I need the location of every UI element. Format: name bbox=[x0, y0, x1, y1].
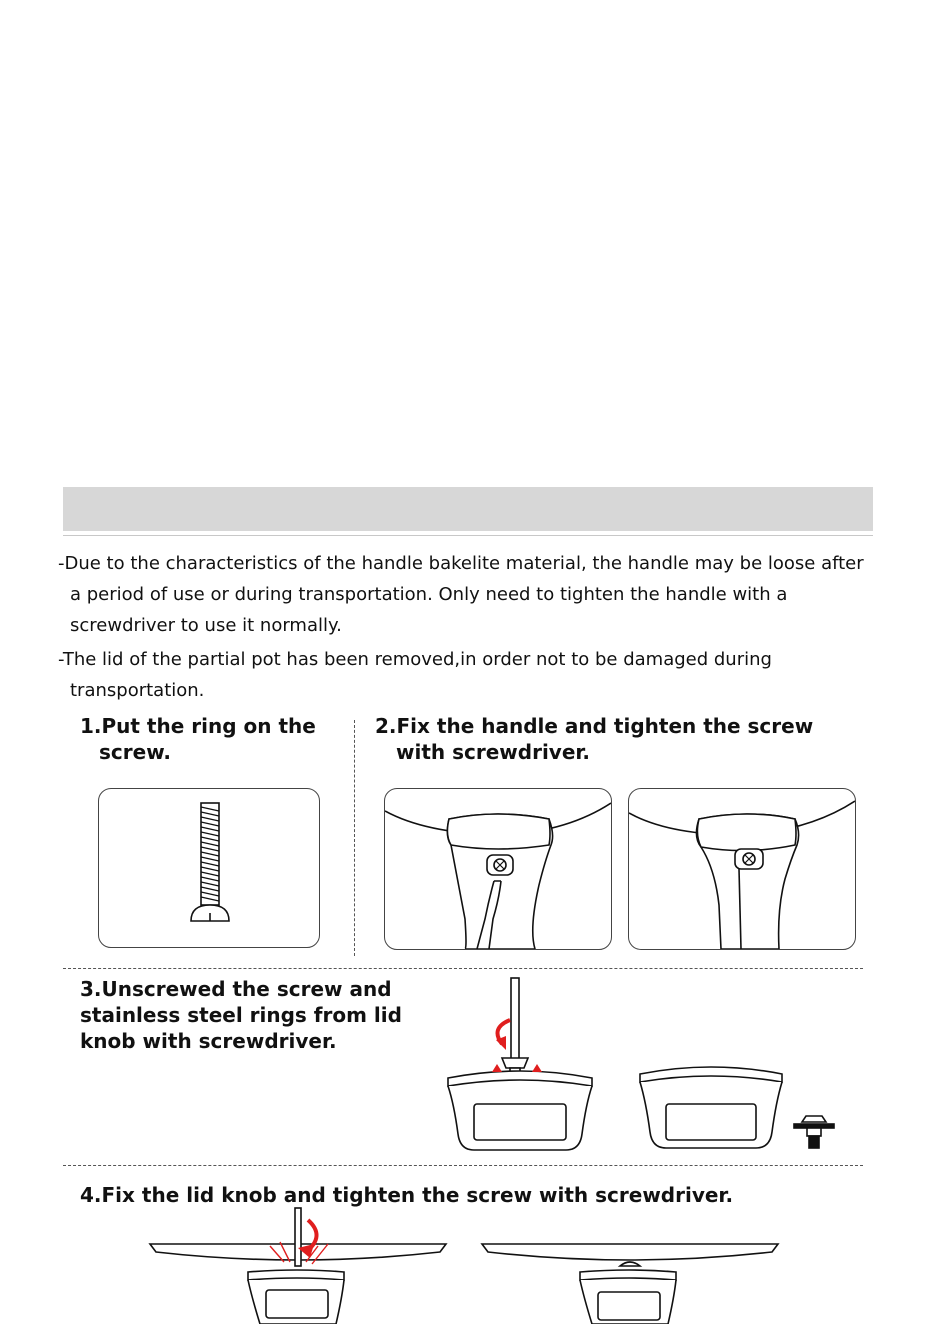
screw-icon bbox=[99, 789, 319, 947]
column-divider bbox=[354, 720, 355, 956]
step3-line3: knob with screwdriver. bbox=[80, 1029, 337, 1053]
screw-image-frame bbox=[98, 788, 320, 948]
step3-line2: stainless steel rings from lid bbox=[80, 1003, 402, 1027]
step1-line1: 1.Put the ring on the bbox=[80, 714, 316, 738]
note-lid-removed: -The lid of the partial pot has been removed,in order not to be damaged during transportation. bbox=[58, 649, 772, 701]
handle-screwdriver-icon bbox=[385, 789, 611, 949]
section-header-bar bbox=[63, 487, 873, 531]
step2-line2: with screwdriver. bbox=[396, 740, 591, 764]
step3-line1: 3.Unscrewed the screw and bbox=[80, 977, 392, 1001]
lid-knob-removed-icon bbox=[636, 1058, 786, 1154]
step2-line1: 2.Fix the handle and tighten the screw bbox=[375, 714, 814, 738]
lid-knob-unscrew-icon bbox=[440, 974, 600, 1156]
note-loose-handle: -Due to the characteristics of the handle bakelite material, the handle may be loose after a period of use or during transportation. Only need to tighten the handle with a screwdriver to use it normally. bbox=[58, 553, 864, 636]
step2-title bbox=[375, 713, 813, 765]
step1-line2: screw. bbox=[99, 740, 171, 764]
step4-line1: 4.Fix the lid knob and tighten the screw with screwdriver. bbox=[80, 1183, 734, 1207]
step4-title bbox=[80, 1182, 733, 1208]
step-separator-2 bbox=[63, 1165, 863, 1166]
ring-screw-icon bbox=[792, 1114, 836, 1150]
step3-title bbox=[80, 976, 402, 1054]
handle-fixed-frame bbox=[628, 788, 856, 950]
handle-screwdriver-frame bbox=[384, 788, 612, 950]
handle-fixed-icon bbox=[629, 789, 855, 949]
section-header-rule bbox=[63, 535, 873, 536]
step-separator-1 bbox=[63, 968, 863, 969]
lid-tighten-icon bbox=[148, 1206, 448, 1324]
lid-fixed-icon bbox=[480, 1236, 780, 1324]
step1-title bbox=[80, 713, 316, 765]
